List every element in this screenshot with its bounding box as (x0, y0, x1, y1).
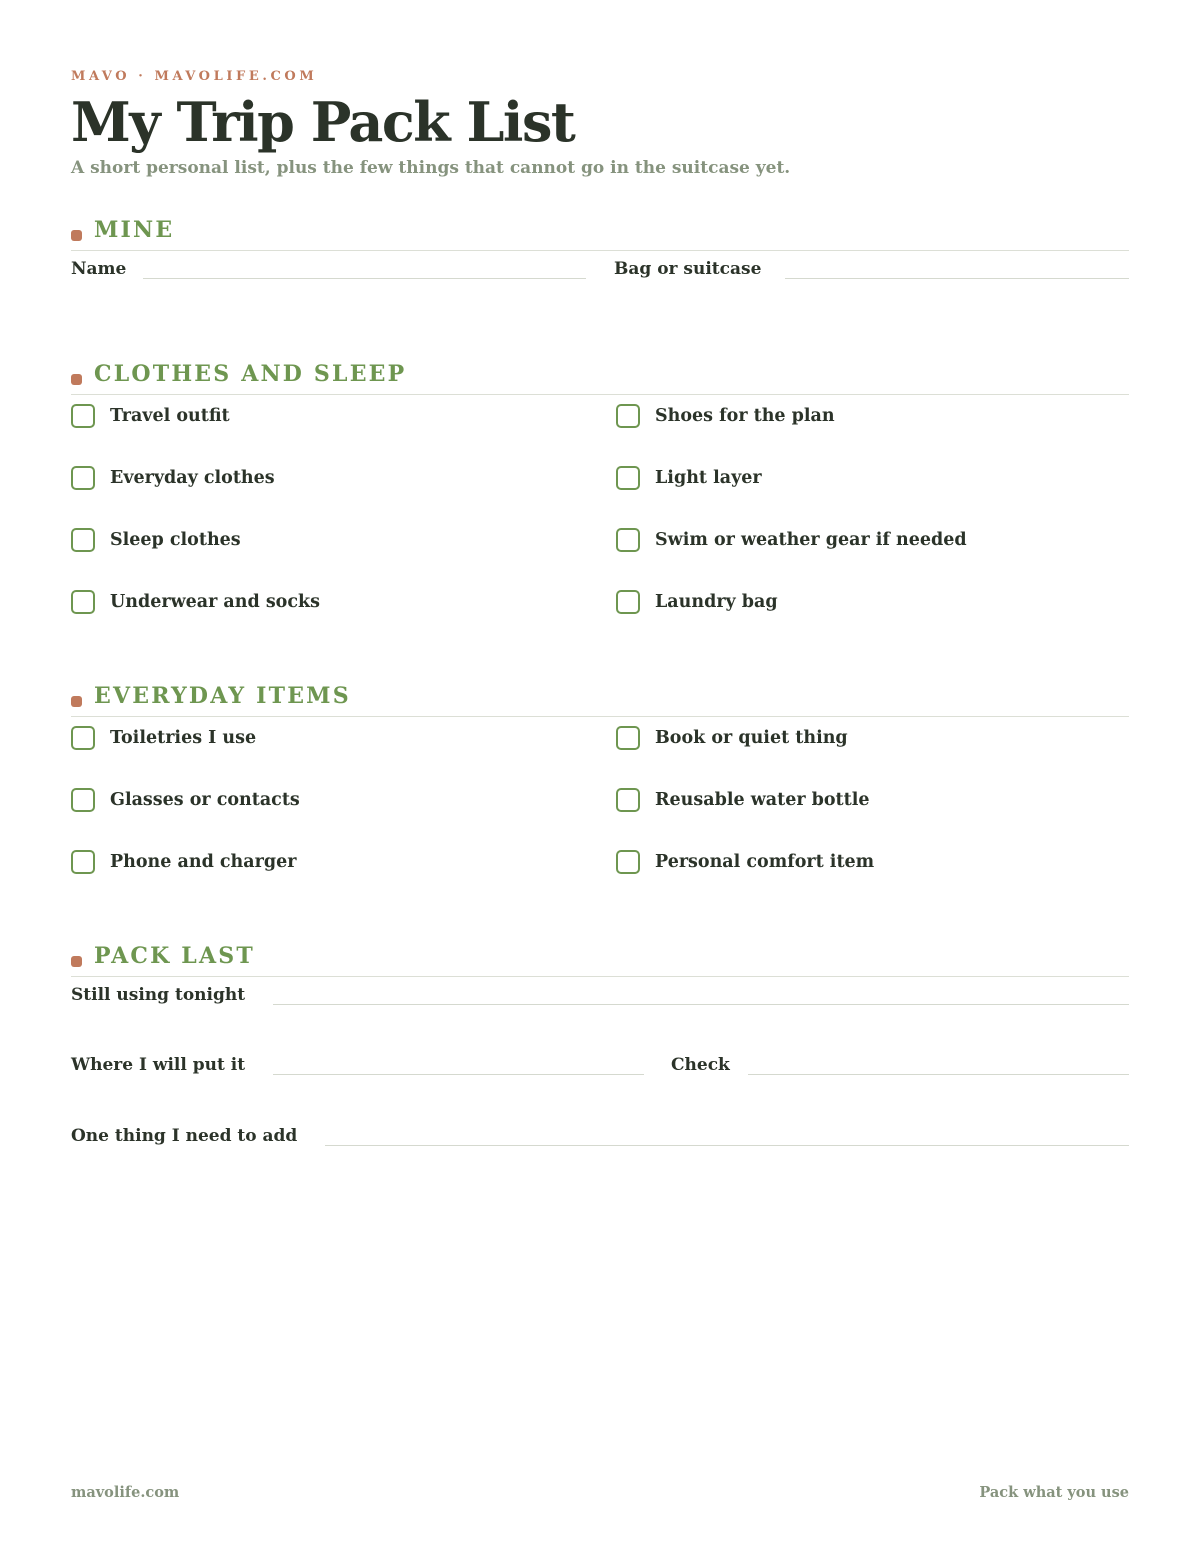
where-field[interactable] (273, 1074, 644, 1075)
checklist-item[interactable] (71, 401, 230, 431)
name-field[interactable] (143, 278, 586, 279)
checklist-item[interactable] (616, 401, 835, 431)
checkbox[interactable] (71, 726, 95, 750)
checkbox[interactable] (71, 850, 95, 874)
checklist-item-label: Personal comfort item (655, 852, 875, 872)
checkbox[interactable] (71, 788, 95, 812)
checklist-item-label: Toiletries I use (110, 728, 257, 748)
checkbox[interactable] (71, 590, 95, 614)
bag-label: Bag or suitcase (614, 259, 762, 279)
checkbox[interactable] (71, 404, 95, 428)
checkbox[interactable] (616, 404, 640, 428)
section-everyday-title: EVERYDAY ITEMS (94, 683, 351, 709)
section-mine-title: MINE (94, 217, 175, 243)
checklist-item-label: Underwear and socks (110, 592, 320, 612)
section-bullet-icon (71, 230, 82, 241)
checklist-item[interactable] (616, 723, 848, 753)
checkbox[interactable] (616, 528, 640, 552)
checkbox[interactable] (616, 788, 640, 812)
section-mine-header (71, 216, 1129, 251)
checklist-item-label: Everyday clothes (110, 468, 275, 488)
checkbox[interactable] (616, 850, 640, 874)
page-title: My Trip Pack List (71, 90, 575, 154)
checklist-item-label: Light layer (655, 468, 762, 488)
still-using-label: Still using tonight (71, 985, 246, 1005)
footer-site: mavolife.com (71, 1484, 180, 1501)
checkbox[interactable] (616, 466, 640, 490)
checklist-item[interactable] (71, 785, 300, 815)
checklist-item-label: Book or quiet thing (655, 728, 848, 748)
section-clothes-title: CLOTHES AND SLEEP (94, 361, 407, 387)
checklist-item[interactable] (616, 525, 967, 555)
brand-header: MAVO · MAVOLIFE.COM (71, 69, 318, 84)
checkbox[interactable] (71, 466, 95, 490)
name-label: Name (71, 259, 127, 279)
checklist-item-label: Sleep clothes (110, 530, 241, 550)
checklist-item[interactable] (71, 723, 256, 753)
checklist-item[interactable] (616, 785, 870, 815)
pack-list-page (71, 0, 1129, 1553)
checklist-item-label: Shoes for the plan (655, 406, 835, 426)
checkbox[interactable] (616, 726, 640, 750)
section-bullet-icon (71, 374, 82, 385)
section-pack-last-header (71, 942, 1129, 977)
checklist-item[interactable] (616, 847, 874, 877)
checklist-item[interactable] (71, 847, 296, 877)
section-everyday-header (71, 682, 1129, 717)
checklist-item[interactable] (71, 463, 275, 493)
checkbox[interactable] (616, 590, 640, 614)
section-bullet-icon (71, 696, 82, 707)
page-subtitle: A short personal list, plus the few things that cannot go in the suitcase yet. (71, 158, 791, 178)
section-pack-last-title: PACK LAST (94, 943, 255, 969)
checklist-item-label: Phone and charger (110, 852, 297, 872)
section-bullet-icon (71, 956, 82, 967)
checklist-item[interactable] (616, 463, 762, 493)
check-field[interactable] (748, 1074, 1129, 1075)
add-field[interactable] (325, 1145, 1129, 1146)
still-using-field[interactable] (273, 1004, 1129, 1005)
where-label: Where I will put it (71, 1055, 246, 1075)
bag-field[interactable] (785, 278, 1129, 279)
add-label: One thing I need to add (71, 1126, 298, 1146)
footer-tagline: Pack what you use (979, 1484, 1129, 1501)
section-clothes-header (71, 360, 1129, 395)
checklist-item[interactable] (71, 525, 241, 555)
checklist-item-label: Glasses or contacts (110, 790, 300, 810)
checkbox[interactable] (71, 528, 95, 552)
checklist-item-label: Swim or weather gear if needed (655, 530, 967, 550)
checklist-item-label: Travel outfit (110, 406, 230, 426)
check-label: Check (671, 1055, 730, 1075)
checklist-item[interactable] (71, 587, 320, 617)
checklist-item-label: Laundry bag (655, 592, 778, 612)
checklist-item[interactable] (616, 587, 778, 617)
checklist-item-label: Reusable water bottle (655, 790, 870, 810)
